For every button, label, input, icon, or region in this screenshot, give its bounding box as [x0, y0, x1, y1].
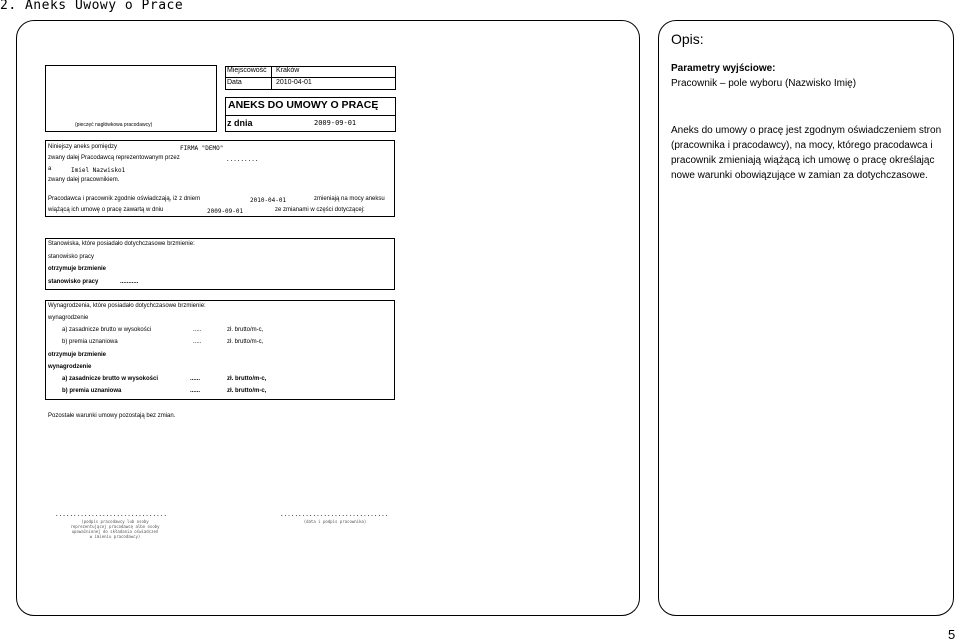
- data-label: Data: [227, 79, 242, 86]
- employer-signature-caption: (podpis pracodawcy lub osoby reprezentującej pracodawcę albo osoby upoważnionej do składania oświadczeń w imieniu pracodawcy): [70, 519, 160, 539]
- page-number: 5: [948, 627, 956, 642]
- position-old-label: stanowisko pracy: [48, 254, 95, 260]
- remaining-conditions: Pozostałe warunki umowy pozostają bez zmian.: [48, 413, 176, 419]
- z-dnia-value: 2009-09-01: [314, 119, 357, 127]
- salary-heading: Wynagrodzenia, które posiadało dotychczasowe brzmienie:: [48, 303, 206, 309]
- parties-line5-tail: zmieniają na mocy aneksu: [314, 196, 385, 202]
- document-title: ANEKS DO UMOWY O PRACĘ: [228, 99, 379, 111]
- salary-new-b-dots: ......: [190, 388, 201, 394]
- data-value: 2010-04-01: [276, 79, 312, 86]
- table-divider: [271, 66, 272, 90]
- description-frame: [658, 20, 954, 616]
- miejscowosc-value: Kraków: [276, 67, 300, 74]
- salary-new-b-unit: zł. brutto/m-c,: [227, 388, 267, 394]
- table-divider: [225, 77, 396, 78]
- description-title: Opis:: [671, 31, 704, 47]
- salary-receives: otrzymuje brzmienie: [48, 352, 107, 358]
- position-new-value: ...........: [120, 279, 139, 285]
- params-text: Pracownik – pole wyboru (Nazwisko Imię): [671, 78, 857, 89]
- title-divider: [225, 115, 396, 116]
- salary-new-b: b) premia uznaniowa: [62, 388, 122, 394]
- position-receives: otrzymuje brzmienie: [48, 266, 107, 272]
- salary-old-a-unit: zł. brutto/m-c,: [227, 327, 264, 333]
- salary-old-b: b) premia uznaniowa: [62, 339, 118, 345]
- position-heading: Stanowiska, które posiadało dotychczasowe brzmienie:: [48, 241, 195, 247]
- z-dnia-label: z dnia: [227, 118, 253, 128]
- employee-signature-caption: (data i podpis pracownika): [303, 519, 367, 524]
- parties-line6-tail: ze zmianami w części dotyczącej:: [275, 207, 365, 213]
- parties-line1: Niniejszy aneks pomiędzy: [48, 144, 118, 150]
- effective-date: 2010-04-01: [250, 197, 287, 204]
- salary-new-a: a) zasadnicze brutto w wysokości: [62, 376, 159, 382]
- contract-date: 2009-09-01: [207, 208, 244, 215]
- salary-old-a: a) zasadnicze brutto w wysokości: [62, 327, 152, 333]
- page-heading: 2. Aneks Uwowy o Prace: [0, 0, 184, 13]
- salary-new-a-unit: zł. brutto/m-c,: [227, 376, 267, 382]
- company-name: FIRMA "DEMO": [180, 145, 224, 152]
- representative-dots: .........: [226, 156, 259, 163]
- description-body: Aneks do umowy o pracę jest zgodnym oświadczeniem stron (pracownika i pracodawcy), na mocy, którego pracodawca i pracownik zmieniają wiążącą ich umowę o pracę określając nowe warunki obowiązujące w zamian za dotychczasowe.: [671, 125, 942, 181]
- salary-new-a-dots: ......: [190, 376, 201, 382]
- salary-old-b-dots: .....: [193, 339, 202, 345]
- salary-new-label: wynagrodzenie: [48, 364, 92, 370]
- employee-signature-line: ..............................: [280, 511, 389, 518]
- position-new-label: stanowisko pracy: [48, 279, 99, 285]
- params-heading: Parametry wyjściowe:: [671, 63, 776, 74]
- salary-old-label: wynagrodzenie: [48, 315, 89, 321]
- stamp-caption: (pieczęć nagłówkowa pracodawcy): [75, 122, 153, 128]
- a-label: a: [48, 166, 52, 172]
- parties-line5: Pracodawca i pracownik zgodnie oświadczają, iż z dniem: [48, 196, 201, 202]
- parties-line6: wiążącą ich umowę o pracę zawartą w dniu: [48, 207, 164, 213]
- salary-box: [45, 300, 395, 400]
- employer-signature-line: ...............................: [55, 511, 167, 518]
- salary-old-b-unit: zł. brutto/m-c,: [227, 339, 264, 345]
- parties-line4: zwany dalej pracownikiem.: [48, 177, 120, 183]
- employee-name: Imiel Nazwisko1: [71, 167, 126, 174]
- miejscowosc-label: Miejscowość: [227, 67, 267, 74]
- parties-line2: zwany dalej Pracodawcą reprezentowanym przez: [48, 155, 180, 161]
- salary-old-a-dots: .....: [193, 327, 202, 333]
